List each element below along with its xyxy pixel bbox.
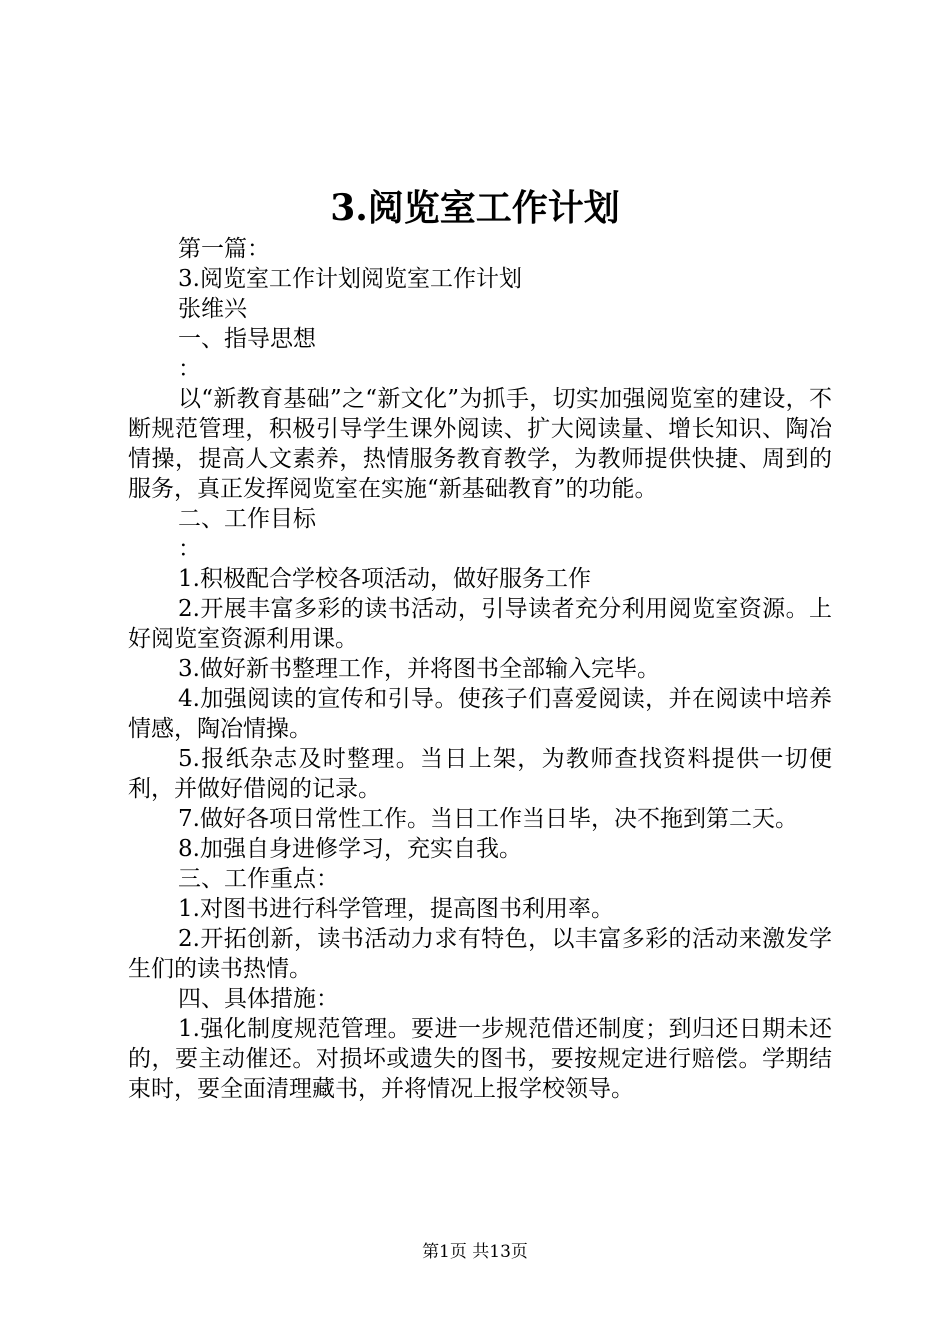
heading-measures: 四、具体措施： [178, 986, 339, 1012]
document-body [128, 234, 832, 1104]
list-item-measure: 1.强化制度规范管理。要进一步规范借还制度；到归还日期未还的，要主动催还。对损坏或遗失的图书，要按规定进行赔偿。学期结束时，要全面清理藏书，并将情况上报学校领导。 [128, 1016, 832, 1102]
list-item-goal: 2.开展丰富多彩的读书活动，引导读者充分利用阅览室资源。上好阅览室资源利用课。 [128, 596, 832, 652]
list-item-goal: 5.报纸杂志及时整理。当日上架，为教师查找资料提供一切便利，并做好借阅的记录。 [128, 746, 832, 802]
list-item-goal: 1.积极配合学校各项活动，做好服务工作 [178, 566, 591, 592]
document-title: 3.阅览室工作计划 [330, 187, 620, 229]
list-item-goal: 4.加强阅读的宣传和引导。使孩子们喜爱阅读，并在阅读中培养情感，陶冶情操。 [128, 686, 832, 742]
paragraph-section-label: 第一篇： [178, 236, 270, 262]
paragraph-colon: ： [178, 536, 201, 562]
list-item-goal: 3.做好新书整理工作，并将图书全部输入完毕。 [178, 656, 660, 682]
page-footer: 第1页 共13页 [422, 1242, 528, 1262]
list-item-goal: 7.做好各项日常性工作。当日工作当日毕，决不拖到第二天。 [178, 806, 798, 832]
heading-work-focus: 三、工作重点： [178, 866, 339, 892]
heading-work-goals: 二、工作目标 [178, 506, 316, 532]
heading-guiding-thought: 一、指导思想 [178, 326, 316, 352]
list-item-goal: 8.加强自身进修学习，充实自我。 [178, 836, 522, 862]
paragraph-guiding-thought-body: 以“新教育基础”之“新文化”为抓手，切实加强阅览室的建设，不断规范管理，积极引导学生课外阅读、扩大阅读量、增长知识、陶冶情操，提高人文素养，热情服务教育教学，为教师提供快捷、周到的服务，真正发挥阅览室在实施“新基础教育”的功能。 [128, 386, 832, 502]
list-item-focus: 1.对图书进行科学管理，提高图书利用率。 [178, 896, 614, 922]
paragraph-author: 张维兴 [178, 296, 247, 322]
list-item-focus: 2.开拓创新，读书活动力求有特色，以丰富多彩的活动来激发学生们的读书热情。 [128, 926, 832, 982]
paragraph-colon: ： [178, 356, 201, 382]
paragraph-subtitle: 3.阅览室工作计划阅览室工作计划 [178, 266, 522, 292]
